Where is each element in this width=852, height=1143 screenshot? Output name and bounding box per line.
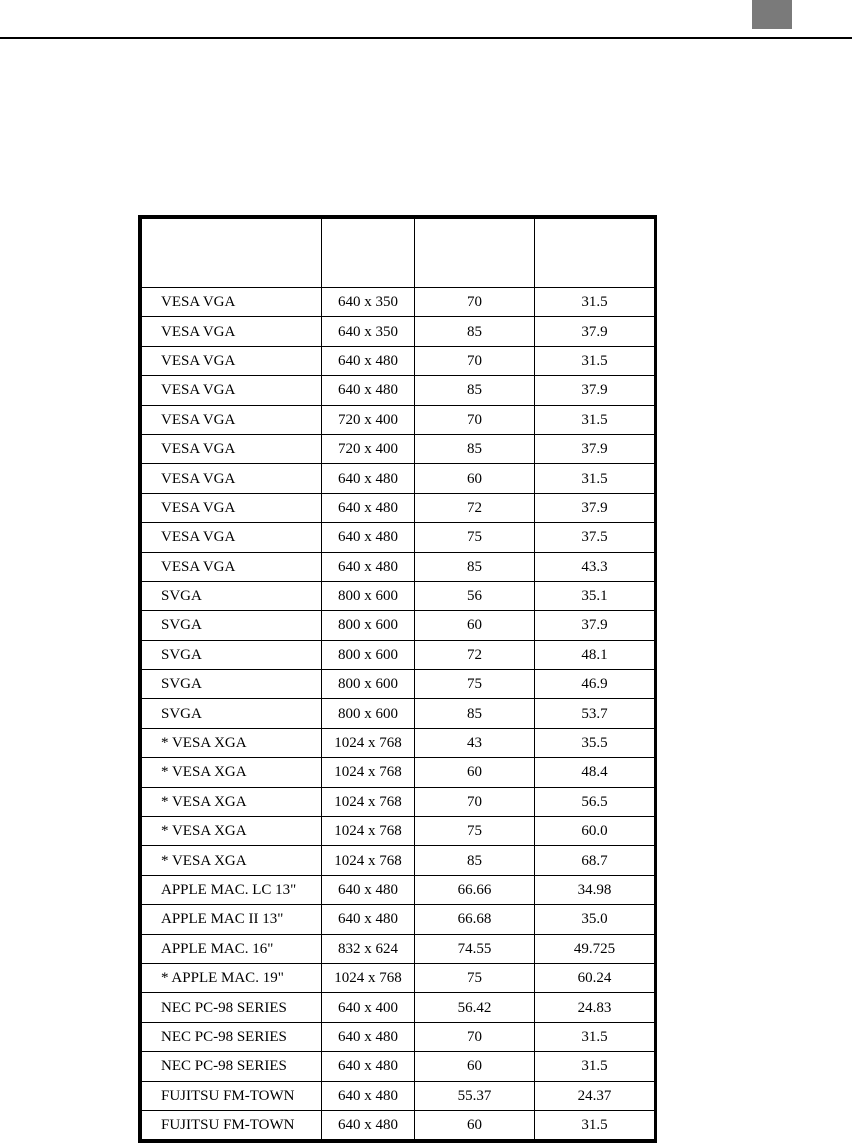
v-sync-cell: 72	[415, 493, 535, 522]
resolution-cell: 640 x 480	[322, 346, 415, 375]
resolution-cell: 720 x 400	[322, 405, 415, 434]
h-sync-cell: 37.5	[535, 523, 655, 552]
v-sync-cell: 75	[415, 523, 535, 552]
mode-cell: SVGA	[142, 670, 322, 699]
table-row	[142, 993, 655, 1022]
resolution-cell: 640 x 480	[322, 875, 415, 904]
v-sync-cell: 75	[415, 817, 535, 846]
mode-cell: VESA VGA	[142, 493, 322, 522]
h-sync-cell: 31.5	[535, 1110, 655, 1139]
mode-cell: * VESA XGA	[142, 787, 322, 816]
h-sync-cell: 60.24	[535, 963, 655, 992]
header-rule	[0, 37, 852, 39]
h-sync-cell: 37.9	[535, 611, 655, 640]
mode-cell: * VESA XGA	[142, 846, 322, 875]
resolution-cell: 1024 x 768	[322, 787, 415, 816]
table-row	[142, 581, 655, 610]
table-row	[142, 670, 655, 699]
mode-cell: NEC PC-98 SERIES	[142, 993, 322, 1022]
mode-cell: SVGA	[142, 581, 322, 610]
v-sync-cell: 56.42	[415, 993, 535, 1022]
table-row	[142, 875, 655, 904]
table-row	[142, 934, 655, 963]
h-sync-cell: 37.9	[535, 493, 655, 522]
mode-cell: VESA VGA	[142, 288, 322, 317]
resolution-cell: 640 x 480	[322, 1081, 415, 1110]
resolution-cell: 640 x 400	[322, 993, 415, 1022]
v-sync-cell: 70	[415, 405, 535, 434]
v-sync-cell: 66.66	[415, 875, 535, 904]
table-row	[142, 493, 655, 522]
v-sync-cell: 60	[415, 1052, 535, 1081]
mode-cell: FUJITSU FM-TOWN	[142, 1110, 322, 1139]
resolution-cell: 640 x 480	[322, 1110, 415, 1139]
table-row	[142, 1110, 655, 1139]
table-row	[142, 523, 655, 552]
h-sync-cell: 68.7	[535, 846, 655, 875]
header-h-sync	[535, 219, 655, 288]
v-sync-cell: 43	[415, 728, 535, 757]
v-sync-cell: 85	[415, 376, 535, 405]
resolution-cell: 640 x 480	[322, 464, 415, 493]
mode-cell: APPLE MAC. LC 13"	[142, 875, 322, 904]
v-sync-cell: 70	[415, 346, 535, 375]
mode-cell: VESA VGA	[142, 464, 322, 493]
header-resolution	[322, 219, 415, 288]
mode-cell: NEC PC-98 SERIES	[142, 1052, 322, 1081]
h-sync-cell: 24.37	[535, 1081, 655, 1110]
table-row	[142, 317, 655, 346]
v-sync-cell: 66.68	[415, 905, 535, 934]
h-sync-cell: 48.4	[535, 758, 655, 787]
v-sync-cell: 85	[415, 699, 535, 728]
table-row	[142, 288, 655, 317]
h-sync-cell: 31.5	[535, 464, 655, 493]
header-mode	[142, 219, 322, 288]
resolution-cell: 1024 x 768	[322, 758, 415, 787]
h-sync-cell: 37.9	[535, 317, 655, 346]
resolution-cell: 640 x 480	[322, 376, 415, 405]
mode-cell: SVGA	[142, 640, 322, 669]
h-sync-cell: 31.5	[535, 346, 655, 375]
resolution-cell: 640 x 480	[322, 552, 415, 581]
mode-cell: VESA VGA	[142, 376, 322, 405]
table-row	[142, 346, 655, 375]
resolution-cell: 800 x 600	[322, 670, 415, 699]
mode-cell: * VESA XGA	[142, 817, 322, 846]
table-row	[142, 758, 655, 787]
h-sync-cell: 31.5	[535, 1022, 655, 1051]
h-sync-cell: 37.9	[535, 434, 655, 463]
resolution-cell: 640 x 480	[322, 1022, 415, 1051]
resolution-cell: 720 x 400	[322, 434, 415, 463]
h-sync-cell: 53.7	[535, 699, 655, 728]
table-row	[142, 405, 655, 434]
resolution-cell: 1024 x 768	[322, 728, 415, 757]
table-row	[142, 552, 655, 581]
h-sync-cell: 56.5	[535, 787, 655, 816]
mode-cell: VESA VGA	[142, 552, 322, 581]
resolution-cell: 1024 x 768	[322, 963, 415, 992]
v-sync-cell: 85	[415, 552, 535, 581]
h-sync-cell: 31.5	[535, 288, 655, 317]
v-sync-cell: 60	[415, 464, 535, 493]
mode-cell: SVGA	[142, 699, 322, 728]
resolution-cell: 640 x 480	[322, 523, 415, 552]
mode-cell: * APPLE MAC. 19"	[142, 963, 322, 992]
v-sync-cell: 85	[415, 317, 535, 346]
v-sync-cell: 55.37	[415, 1081, 535, 1110]
h-sync-cell: 31.5	[535, 1052, 655, 1081]
mode-cell: VESA VGA	[142, 523, 322, 552]
resolution-cell: 1024 x 768	[322, 846, 415, 875]
v-sync-cell: 70	[415, 1022, 535, 1051]
h-sync-cell: 35.5	[535, 728, 655, 757]
v-sync-cell: 56	[415, 581, 535, 610]
v-sync-cell: 60	[415, 611, 535, 640]
h-sync-cell: 24.83	[535, 993, 655, 1022]
mode-cell: APPLE MAC II 13"	[142, 905, 322, 934]
v-sync-cell: 60	[415, 758, 535, 787]
v-sync-cell: 75	[415, 670, 535, 699]
h-sync-cell: 34.98	[535, 875, 655, 904]
resolution-cell: 832 x 624	[322, 934, 415, 963]
resolution-cell: 800 x 600	[322, 699, 415, 728]
table-row	[142, 1081, 655, 1110]
table-row	[142, 905, 655, 934]
mode-cell: NEC PC-98 SERIES	[142, 1022, 322, 1051]
table-row	[142, 611, 655, 640]
mode-cell: VESA VGA	[142, 405, 322, 434]
table-row	[142, 464, 655, 493]
table-row	[142, 1052, 655, 1081]
h-sync-cell: 60.0	[535, 817, 655, 846]
resolution-cell: 800 x 600	[322, 640, 415, 669]
mode-cell: APPLE MAC. 16"	[142, 934, 322, 963]
v-sync-cell: 75	[415, 963, 535, 992]
page-tab-marker	[752, 0, 792, 29]
mode-cell: VESA VGA	[142, 434, 322, 463]
resolution-cell: 640 x 480	[322, 905, 415, 934]
v-sync-cell: 70	[415, 288, 535, 317]
resolution-cell: 640 x 480	[322, 1052, 415, 1081]
h-sync-cell: 35.0	[535, 905, 655, 934]
v-sync-cell: 60	[415, 1110, 535, 1139]
mode-cell: * VESA XGA	[142, 758, 322, 787]
resolution-cell: 1024 x 768	[322, 817, 415, 846]
table-row	[142, 963, 655, 992]
v-sync-cell: 72	[415, 640, 535, 669]
mode-cell: FUJITSU FM-TOWN	[142, 1081, 322, 1110]
table-row	[142, 846, 655, 875]
v-sync-cell: 85	[415, 846, 535, 875]
resolution-cell: 640 x 350	[322, 288, 415, 317]
resolution-cell: 800 x 600	[322, 581, 415, 610]
table-row	[142, 640, 655, 669]
h-sync-cell: 37.9	[535, 376, 655, 405]
h-sync-cell: 43.3	[535, 552, 655, 581]
table-row	[142, 434, 655, 463]
resolution-cell: 640 x 350	[322, 317, 415, 346]
h-sync-cell: 46.9	[535, 670, 655, 699]
table-row	[142, 817, 655, 846]
v-sync-cell: 70	[415, 787, 535, 816]
table-header-row	[142, 219, 655, 288]
h-sync-cell: 49.725	[535, 934, 655, 963]
mode-cell: * VESA XGA	[142, 728, 322, 757]
table-row	[142, 728, 655, 757]
table-row	[142, 787, 655, 816]
mode-cell: SVGA	[142, 611, 322, 640]
table-row	[142, 1022, 655, 1051]
table-row	[142, 376, 655, 405]
v-sync-cell: 85	[415, 434, 535, 463]
v-sync-cell: 74.55	[415, 934, 535, 963]
resolution-cell: 800 x 600	[322, 611, 415, 640]
mode-cell: VESA VGA	[142, 346, 322, 375]
compatibility-table	[141, 218, 655, 1140]
table-row	[142, 699, 655, 728]
header-v-sync	[415, 219, 535, 288]
resolution-cell: 640 x 480	[322, 493, 415, 522]
h-sync-cell: 48.1	[535, 640, 655, 669]
mode-cell: VESA VGA	[142, 317, 322, 346]
h-sync-cell: 31.5	[535, 405, 655, 434]
table-body	[142, 288, 655, 1140]
compatibility-table-frame	[138, 215, 657, 1143]
h-sync-cell: 35.1	[535, 581, 655, 610]
